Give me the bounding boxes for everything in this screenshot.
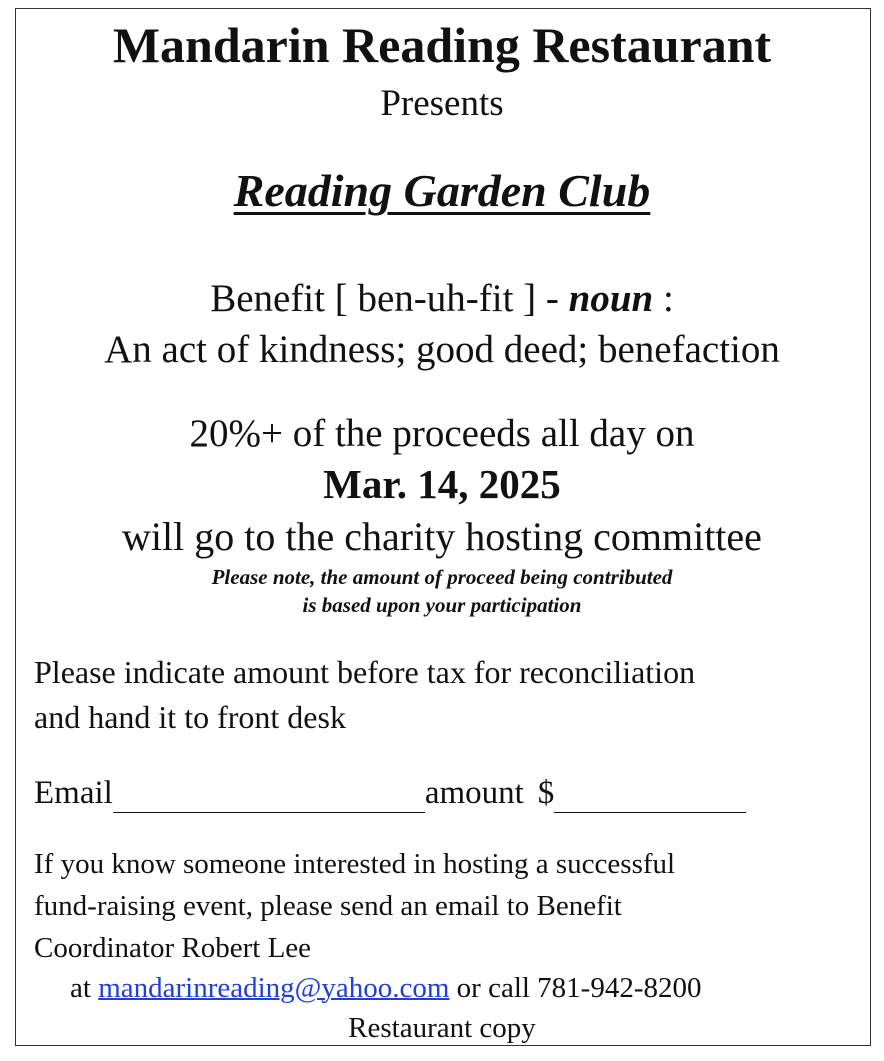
definition-colon: : [653, 277, 674, 320]
currency-symbol: $ [537, 775, 555, 811]
beneficiary-text: will go to the charity hosting committee [122, 514, 762, 559]
instruction-line2: and hand it to front desk [34, 699, 346, 735]
restaurant-name: Mandarin Reading Restaurant [112, 17, 772, 73]
copy-label: Restaurant copy [348, 1012, 536, 1044]
contact-line3: Coordinator Robert Lee [34, 932, 312, 964]
event-date: Mar. 14, 2025 [323, 461, 561, 507]
email-blank-field[interactable] [113, 776, 425, 813]
instruction-line1: Please indicate amount before tax for reconciliation [34, 654, 696, 690]
presents-text: Presents [380, 83, 504, 124]
contact-line2: fund-raising event, please send an email to Benefit [34, 890, 622, 922]
participation-note-line1: Please note, the amount of proceed being contributed [211, 565, 673, 589]
definition-word: Benefit [ ben-uh-fit ] - [210, 277, 569, 320]
participation-note-line2: is based upon your participation [302, 593, 582, 617]
amount-label: amount [424, 775, 524, 811]
at-text: at [70, 972, 99, 1004]
definition-line [0, 275, 884, 323]
email-link[interactable]: mandarinreading@yahoo.com [98, 972, 450, 1004]
form-row [34, 770, 864, 816]
email-label: Email [34, 775, 113, 811]
club-title: Reading Garden Club [233, 165, 651, 216]
amount-blank-field[interactable] [554, 776, 746, 813]
contact-line1: If you know someone interested in hosting a successful [34, 848, 676, 880]
part-of-speech: noun [568, 277, 654, 320]
proceeds-text: 20%+ of the proceeds all day on [189, 412, 695, 455]
phone-text: or call 781-942-8200 [449, 972, 702, 1004]
contact-line4 [70, 967, 860, 1009]
definition-meaning: An act of kindness; good deed; benefaction [104, 328, 780, 371]
